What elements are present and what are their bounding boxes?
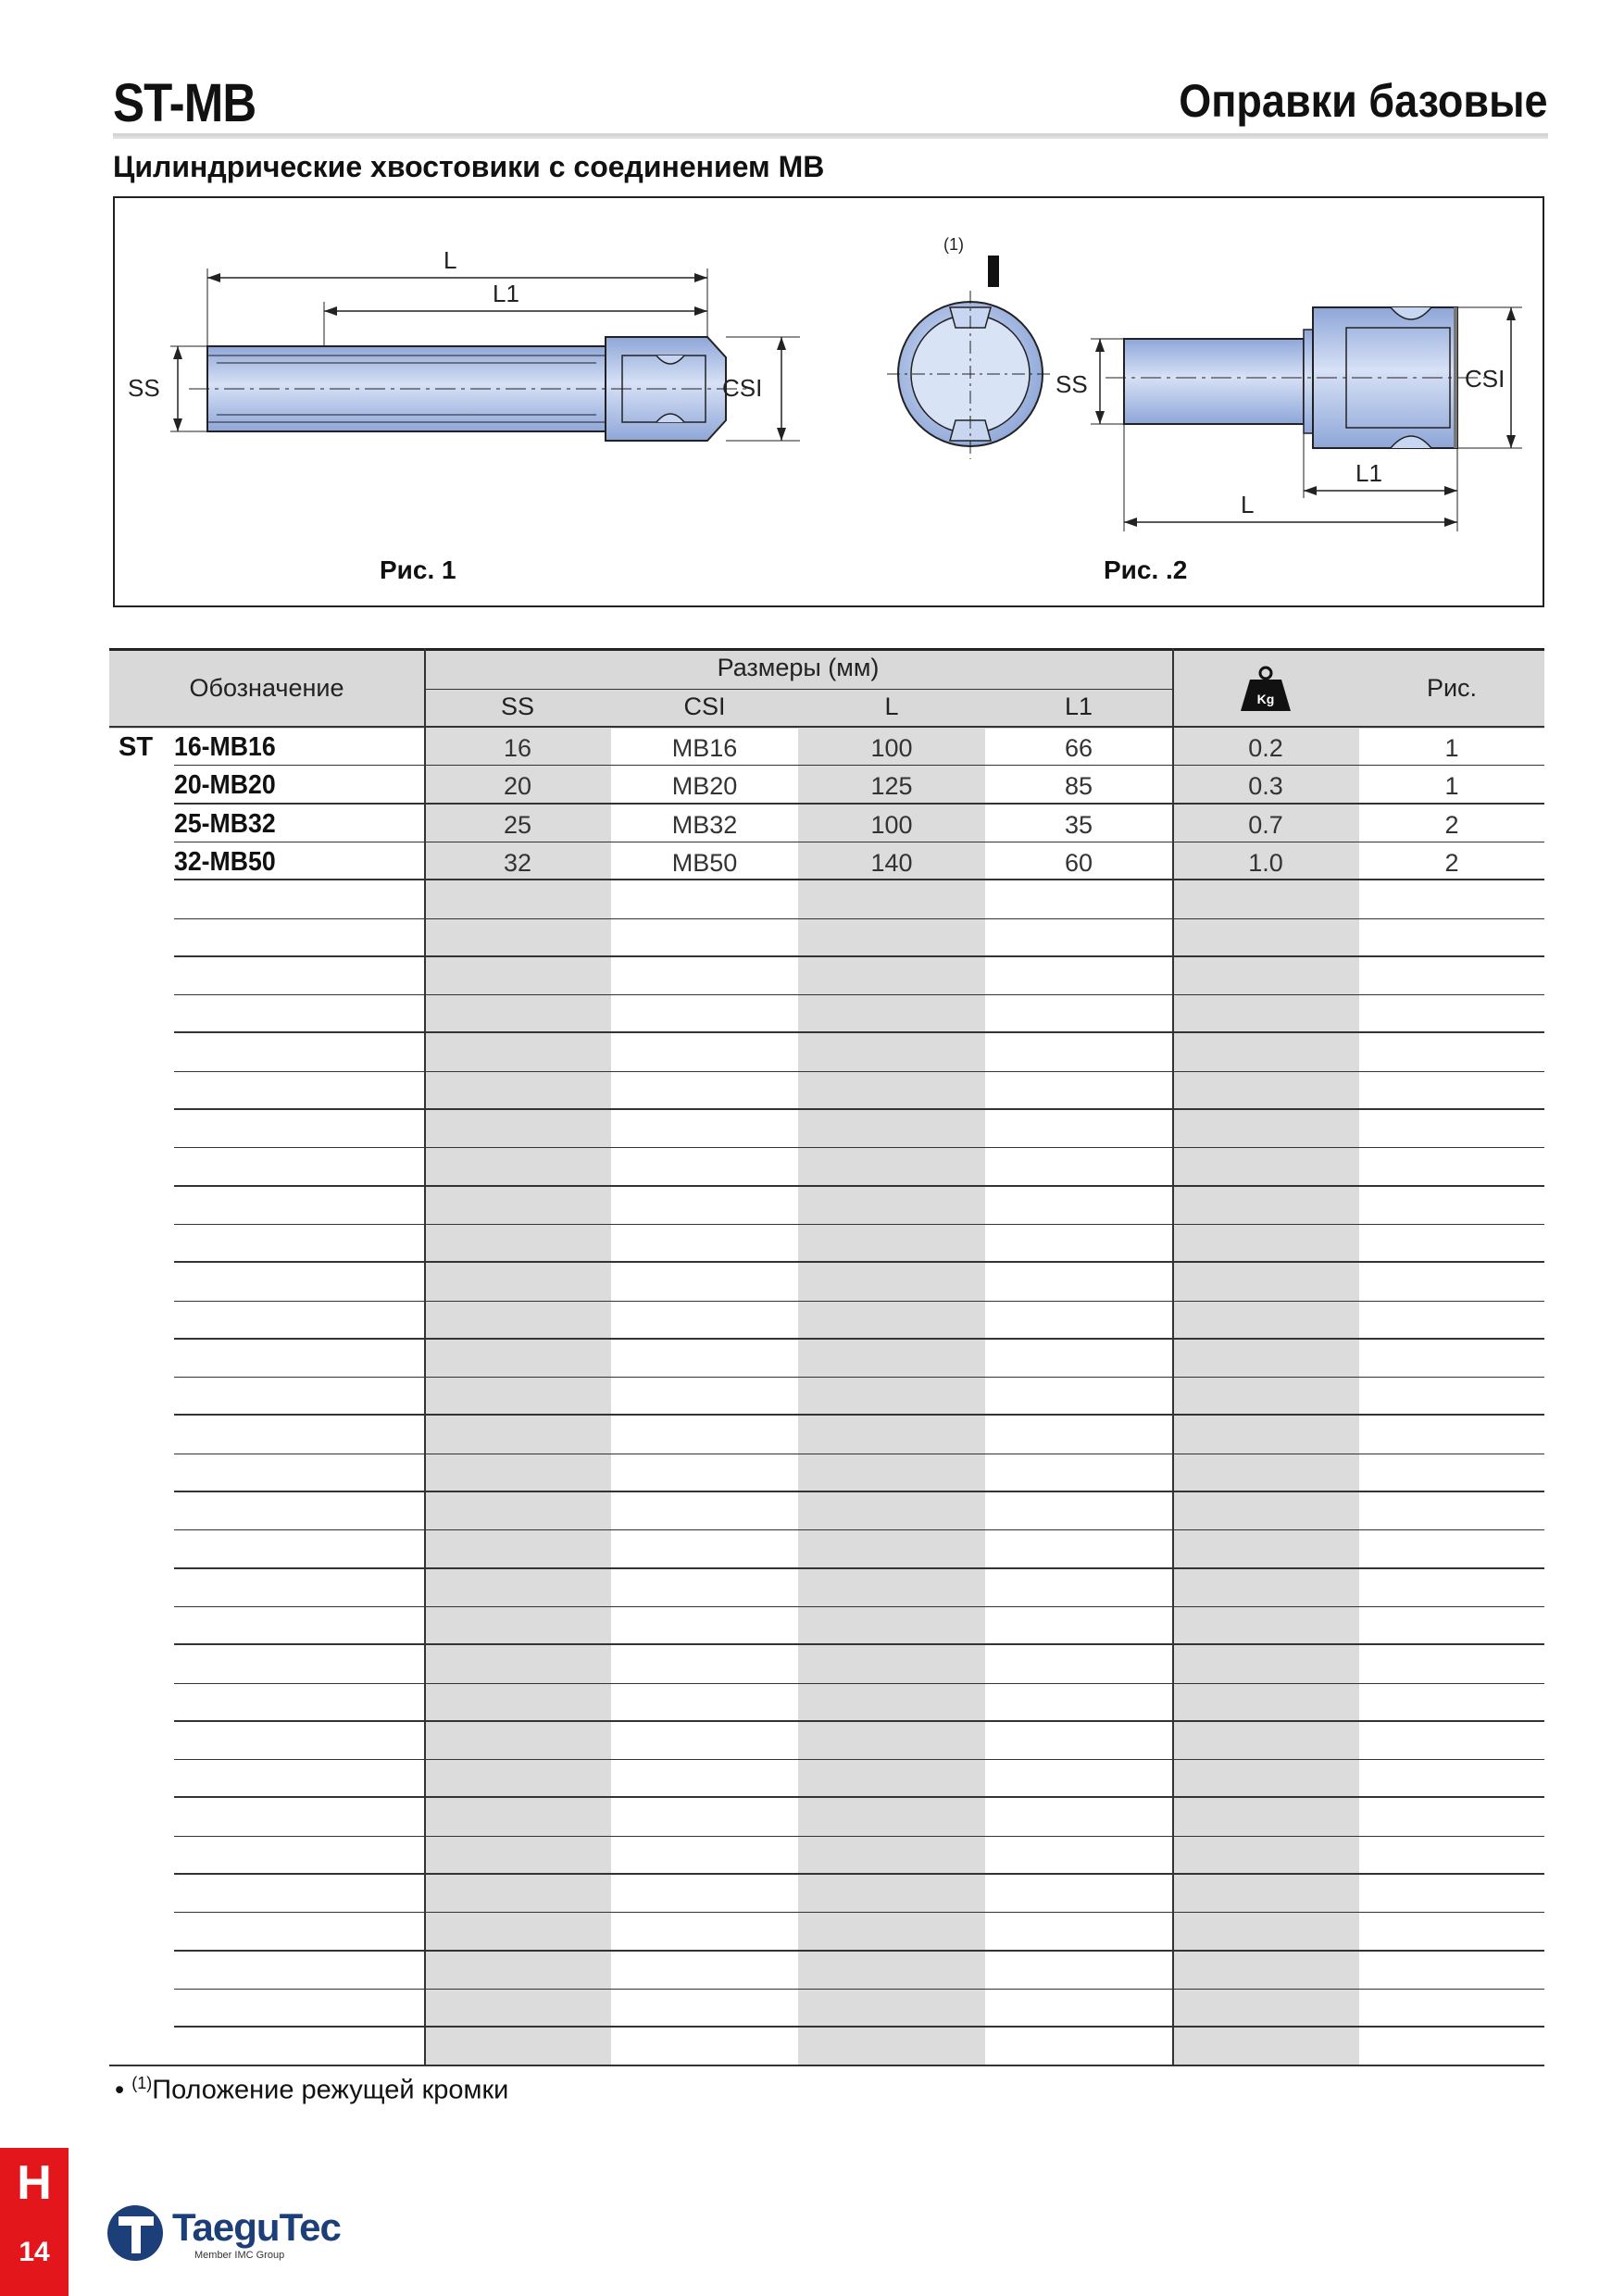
row-divider [174, 1108, 1544, 1110]
fig-cell: 1 [1444, 772, 1459, 801]
empty-table-row [109, 1492, 1544, 1530]
ss-cell: 25 [503, 810, 532, 839]
fig2-note-mark: (1) [943, 235, 964, 254]
l-cell: 125 [870, 772, 913, 801]
empty-table-row [109, 1148, 1544, 1186]
technical-drawing [115, 198, 1546, 609]
csi-cell: MB20 [671, 772, 738, 801]
empty-table-row [109, 1378, 1544, 1416]
col-group-dimensions: Размеры (мм) [717, 654, 880, 681]
fig2-side-view [1056, 307, 1522, 531]
csi-cell: MB16 [671, 734, 738, 762]
empty-table-row [109, 1302, 1544, 1340]
col-ss: SS [500, 693, 535, 720]
row-divider [174, 1836, 1544, 1837]
empty-table-row [109, 1952, 1544, 1990]
row-divider [174, 1185, 1544, 1187]
empty-table-row [109, 1913, 1544, 1951]
csi-cell: MB50 [671, 848, 738, 877]
row-divider [174, 879, 1544, 880]
row-divider [174, 1261, 1544, 1263]
row-divider [174, 765, 1544, 766]
empty-table-row [109, 1187, 1544, 1225]
figure-panel [113, 196, 1544, 607]
empty-table-row [109, 1684, 1544, 1722]
row-divider [174, 1377, 1544, 1378]
fig-cell: 1 [1444, 734, 1459, 762]
designation-cell: 25-MB32 [174, 808, 276, 839]
empty-table-row [109, 1837, 1544, 1875]
empty-table-row [109, 1263, 1544, 1301]
ss-cell: 16 [503, 734, 532, 762]
row-divider [174, 1720, 1544, 1722]
row-divider [174, 1071, 1544, 1072]
empty-table-row [109, 1033, 1544, 1071]
row-divider [174, 918, 1544, 919]
empty-table-row [109, 1875, 1544, 1913]
empty-table-row [109, 1072, 1544, 1110]
kg-cell: 1.0 [1248, 848, 1283, 877]
l1-cell: 85 [1064, 772, 1093, 801]
row-divider [109, 2065, 1544, 2066]
title-divider [113, 133, 1548, 139]
empty-table-row [109, 1722, 1544, 1760]
footnote-mark: (1) [131, 2074, 153, 2092]
l-cell: 100 [870, 734, 913, 762]
table-row [109, 805, 1544, 842]
row-divider [174, 1301, 1544, 1302]
kg-cell: 0.7 [1248, 810, 1283, 839]
col-l1: L1 [1064, 693, 1093, 720]
column-separator [1172, 648, 1174, 2066]
col-csi: CSI [683, 693, 726, 720]
fig1-drawing [128, 246, 800, 441]
fig1-label-L: L [443, 246, 457, 274]
footnote [115, 2074, 508, 2106]
col-designation: Обозначение [189, 674, 344, 702]
fig2-caption: Рис. .2 [1104, 555, 1188, 584]
fig1-label-CSI: CSI [722, 374, 763, 402]
row-divider [174, 1759, 1544, 1760]
empty-table-row [109, 1416, 1544, 1454]
header-bottom-line [109, 726, 1544, 728]
row-divider [174, 1912, 1544, 1913]
empty-table-row [109, 1454, 1544, 1492]
empty-table-row [109, 2028, 1544, 2065]
weight-icon-label: Kg [1256, 692, 1275, 706]
footnote-text: Положение режущей кромки [152, 2075, 509, 2105]
ss-cell: 20 [503, 772, 532, 801]
empty-table-row [109, 995, 1544, 1033]
fig2-label-L1: L1 [1355, 459, 1382, 487]
empty-table-row [109, 1798, 1544, 1836]
fig1-label-L1: L1 [493, 280, 519, 307]
row-divider [174, 1796, 1544, 1798]
empty-table-row [109, 1530, 1544, 1568]
row-divider [174, 1567, 1544, 1569]
footnote-bullet: • [115, 2075, 125, 2105]
column-separator [424, 648, 426, 2066]
fig2-label-CSI: CSI [1465, 365, 1505, 393]
fig2-end-view [887, 235, 1054, 459]
kg-cell: 0.2 [1248, 734, 1283, 762]
brand-tagline: Member IMC Group [194, 2250, 285, 2261]
row-divider [174, 1414, 1544, 1416]
empty-table-row [109, 880, 1544, 918]
empty-table-row [109, 1569, 1544, 1607]
fig1-label-SS: SS [128, 374, 160, 402]
empty-table-row [109, 1225, 1544, 1263]
l1-cell: 66 [1064, 734, 1093, 762]
table-row [109, 728, 1544, 766]
product-code: ST-MB [113, 73, 256, 133]
row-divider [174, 1683, 1544, 1684]
empty-table-row [109, 1645, 1544, 1683]
designation-cell: 20-MB20 [174, 770, 276, 801]
fig1-caption: Рис. 1 [380, 555, 456, 584]
empty-table-row [109, 1760, 1544, 1798]
section-tab [0, 2148, 69, 2296]
col-fig: Рис. [1426, 674, 1478, 702]
row-divider [174, 1338, 1544, 1340]
brand-name: TaeguTec [172, 2205, 341, 2249]
row-divider [174, 1950, 1544, 1952]
row-divider [174, 1224, 1544, 1225]
row-divider [174, 1529, 1544, 1530]
row-divider [174, 803, 1544, 805]
row-divider [174, 994, 1544, 995]
row-divider [174, 1989, 1544, 1990]
row-divider [174, 1031, 1544, 1033]
l1-cell: 60 [1064, 848, 1093, 877]
section-letter: H [17, 2156, 52, 2210]
fig2-label-SS: SS [1056, 370, 1088, 398]
header-divider [424, 689, 1172, 690]
csi-cell: MB32 [671, 810, 738, 839]
page-number: 14 [19, 2237, 50, 2267]
empty-table-row [109, 919, 1544, 957]
kg-cell: 0.3 [1248, 772, 1283, 801]
row-divider [174, 1606, 1544, 1607]
table-row [109, 842, 1544, 880]
designation-cell: 16-MB16 [174, 732, 276, 762]
col-l: L [884, 693, 899, 720]
page-title: Оправки базовые [1179, 75, 1548, 127]
row-divider [174, 2026, 1544, 2028]
empty-table-row [109, 1340, 1544, 1378]
weight-icon [1172, 665, 1359, 715]
l-cell: 140 [870, 848, 913, 877]
series-prefix: ST [119, 732, 154, 762]
l-cell: 100 [870, 810, 913, 839]
designation-cell: 32-MB50 [174, 846, 276, 877]
fig2-label-L: L [1241, 491, 1255, 518]
row-divider [174, 955, 1544, 957]
row-divider [174, 1643, 1544, 1645]
empty-table-row [109, 1110, 1544, 1148]
l1-cell: 35 [1064, 810, 1093, 839]
page-subtitle: Цилиндрические хвостовики с соединением МВ [113, 150, 825, 183]
table-row [109, 766, 1544, 804]
row-divider [174, 1491, 1544, 1492]
fig-cell: 2 [1444, 810, 1459, 839]
row-divider [174, 1147, 1544, 1148]
ss-cell: 32 [503, 848, 532, 877]
empty-table-row [109, 1990, 1544, 2028]
row-divider [174, 1873, 1544, 1875]
fig-cell: 2 [1444, 848, 1459, 877]
empty-table-row [109, 957, 1544, 995]
empty-table-row [109, 1607, 1544, 1645]
